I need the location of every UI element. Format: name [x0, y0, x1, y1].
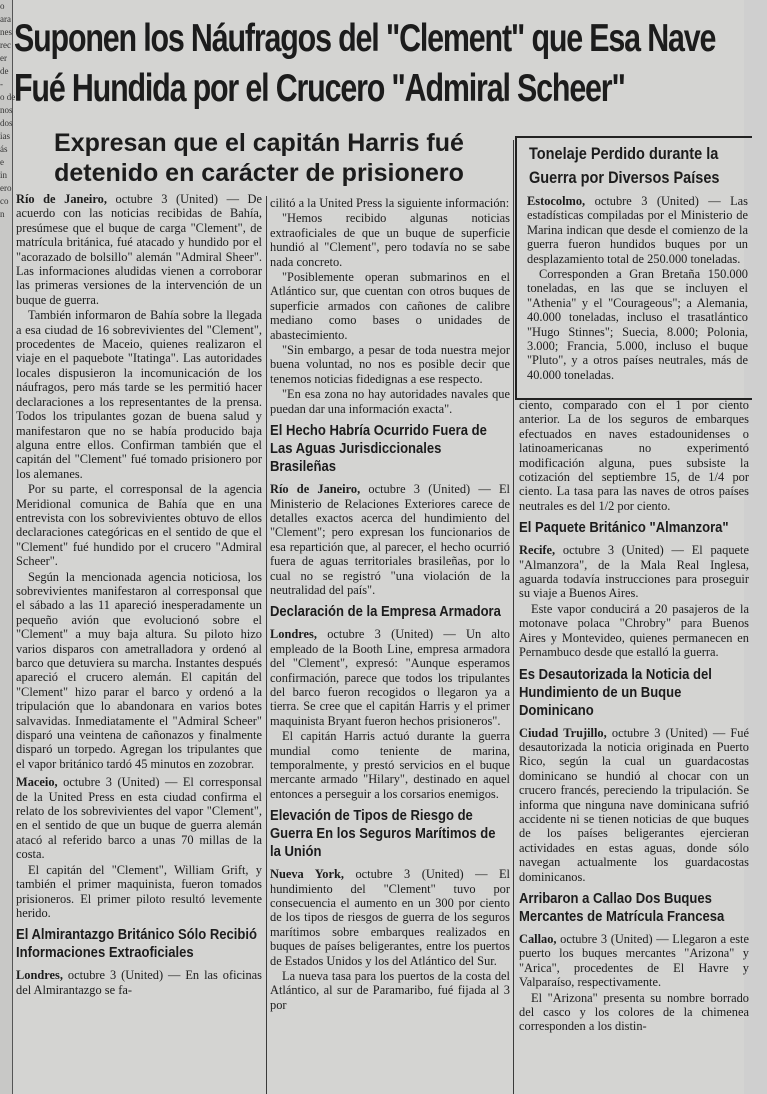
dateline-place: Nueva York,	[270, 867, 344, 882]
dateline-place: Estocolmo,	[527, 194, 586, 208]
section-heading: El Almirantazgo Británico Sólo Recibió Informaciones Extraoficiales	[16, 927, 257, 962]
dateline-place: Ciudad Trujillo,	[519, 725, 607, 740]
gutter-fragment: -	[0, 79, 3, 89]
dateline-place: Recife,	[519, 543, 556, 558]
article-paragraph: Londres, octubre 3 (United) — En las oficinas del Almirantazgo se fa-	[16, 968, 262, 997]
article-paragraph: El capitán Harris actuó durante la guerra mundial como teniente de marina, temporalmente, y prestó servicios en el buque mercante armado "Hilary", destinado en aquel entonces a perseguir a los corsarios enemigos.	[270, 729, 510, 801]
boxed-article	[515, 136, 752, 400]
article-paragraph: El "Arizona" presenta su nombre borrado del casco y los colores de la chimenea corresponden a los distin-	[519, 990, 749, 1034]
article-paragraph: Río de Janeiro, octubre 3 (United) — De acuerdo con las noticias recibidas de Bahía, presúmese que el buque de carga "Clement", de matrícula británica, fué atacado y hundido por el "acorazado de bolsillo" alemán "Admiral Sheer". Las informaciones aludidas vienen a corroborar las primeras versiones de la intervención de un buque de guerra.	[16, 192, 262, 307]
dateline-place: Londres,	[16, 968, 63, 983]
gutter-fragment: ás	[0, 144, 8, 154]
gutter-fragment: co	[0, 196, 9, 206]
gutter-fragment: in	[0, 170, 8, 180]
column-3	[519, 398, 749, 1094]
article-paragraph: Por su parte, el corresponsal de la agencia Meridional comunica de Bahía que en una entrevista con los sobrevivientes obtuvo de ellos declaraciones categóricas en el sentido de que el "Clement" fué hundido por el crucero "Admiral Scheer".	[16, 482, 262, 569]
article-paragraph: "Sin embargo, a pesar de toda nuestra mejor buena voluntad, no nos es posible decir que tenemos noticias fidedignas a ese respecto.	[270, 343, 510, 386]
boxed-article-body	[517, 194, 752, 382]
gutter-fragment: ero	[0, 183, 12, 193]
article-paragraph: Este vapor conducirá a 20 pasajeros de la motonave polaca "Chrobry" para Buenos Aires y Montevideo, quienes permanecen en Pernambuco desde que estalló la guerra.	[519, 601, 749, 660]
column-rule	[513, 140, 514, 1094]
column-2	[270, 196, 510, 1094]
gutter-fragment: o	[0, 1, 5, 11]
article-paragraph: Maceio, octubre 3 (United) — El corresponsal de la United Press en esta ciudad confirma el relato de los sobrevivientes del vapor "Clement", en el sentido de que un buque de guerra alemán atacó al referido barco a unas 70 millas de la costa.	[16, 775, 262, 862]
article-paragraph: Londres, octubre 3 (United) — Un alto empleado de la Booth Line, empresa armadora del "Clement", expresó: "Aunque esperamos confirmación, parece que todos los tripulantes del barco fueron recogidos o llegaron ya a tierra. Se cree que el capitán Harris y el primer maquinista Bryant fueron hechos prisioneros".	[270, 627, 510, 728]
left-margin-fragments	[0, 0, 16, 1094]
column-1	[16, 192, 262, 1094]
gutter-fragment: nes	[0, 27, 12, 37]
article-paragraph: Recife, octubre 3 (United) — El paquete "Almanzora", de la Mala Real Inglesa, aguarda todavía instrucciones para proseguir su viaje a Buenos Aires.	[519, 543, 749, 601]
article-paragraph: "Hemos recibido algunas noticias extraoficiales de que un buque de superficie hundió al "Clement", pero todavía no se sabe nada concreto.	[270, 211, 510, 269]
gutter-fragment: e	[0, 157, 4, 167]
section-heading: El Hecho Habría Ocurrido Fuera de Las Aguas Jurisdiccionales Brasileñas	[270, 423, 487, 476]
dateline-place: Callao,	[519, 931, 557, 946]
dateline-place: Londres,	[270, 627, 317, 642]
section-heading: Es Desautorizada la Noticia del Hundimiento de un Buque Dominicano	[519, 666, 712, 719]
gutter-fragment: ara	[0, 14, 11, 24]
subheadline: Expresan que el capitán Harris fué detenido en carácter de prisionero	[54, 129, 464, 187]
dateline-place: Maceio,	[16, 775, 58, 790]
article-paragraph: También informaron de Bahía sobre la llegada a esa ciudad de 16 sobrevivientes del "Clement", procedentes de Maceio, quienes realizaron el viaje en el paquebote "Itatinga". Las autoridades locales dispusieron la incomunicación de los náufragos, pero más tarde se les permitió hacer declaraciones a los representantes de la prensa. Todos los tripulantes gozan de buena salud y manifestaron que no se había producido baja alguna entre ellos. Confirman también que el capitán del "Clement" fué tomado prisionero por los alemanes.	[16, 308, 262, 481]
article-paragraph: Callao, octubre 3 (United) — Llegaron a este puerto los buques mercantes "Arizona" y "Arica", procedentes de El Havre y Valparaíso, respectivamente.	[519, 931, 749, 990]
boxed-article-title: Tonelaje Perdido durante la Guerra por Diversos Países	[529, 145, 720, 187]
section-heading: Declaración de la Empresa Armadora	[270, 604, 501, 621]
column-rule	[266, 196, 267, 1094]
article-paragraph: "Posiblemente operan submarinos en el Atlántico sur, que cuentan con otros buques de superficie armados con cañones de calibre mediano como bases o unidades de abastecimiento.	[270, 270, 510, 342]
gutter-fragment: er	[0, 53, 7, 63]
dateline-place: Río de Janeiro,	[270, 482, 361, 497]
gutter-fragment: rec	[0, 40, 11, 50]
article-paragraph: Nueva York, octubre 3 (United) — El hundimiento del "Clement" tuvo por consecuencia el aumento en un 300 por ciento de los tipos de riesgos de guerra de los seguros marítimos sobre embarques realizados en buques de países beligerantes, entre los puertos de Estados Unidos y los del Atlántico del Sur.	[270, 867, 510, 968]
section-heading: Elevación de Tipos de Riesgo de Guerra En los Seguros Marítimos de la Unión	[270, 808, 496, 861]
article-paragraph: Según la mencionada agencia noticiosa, los sobrevivientes manifestaron al corresponsal que el sábado a las 11 apareció inesperadamente un pequeño avión que evolucionó sobre el "Clement" a muy baja altura. Su piloto hizo varios disparos con ametralladora y ordenó al barco que detuviera su marcha. Instantes después apareció el crucero alemán. El capitán del "Clement" hizo parar el barco y ordenó a la tripulación que lo abandonara en varios botes salvavidas. Inmediatamente el "Admiral Scheer" disparó una veintena de cañonazos y finalmente disparó un torpedo. Agregan los tripulantes que el vapor británico tardó 45 minutos en zozobrar.	[16, 569, 262, 771]
article-paragraph: Corresponden a Gran Bretaña 150.000 toneladas, en las que se incluyen el "Athenia" y el "Courageous"; a Alemania, 40.000 toneladas, incluso el trasatlántico "Hugo Stinnes"; Suecia, 8.000; Polonia, 3.000; Francia, 5.000, incluso el buque "Pluto", y a otros países neutrales, más de 40.000 toneladas.	[527, 267, 748, 382]
gutter-fragment: dos	[0, 118, 13, 128]
article-paragraph: ciento, comparado con el 1 por ciento anterior. La de los seguros de embarques efectuados en naves estadounidenses o latinoamericanas no experimentó modificación alguna, pues subsiste la cotización del septiembre 15, de 1/4 por ciento. La tasa para las naves de otros países neutrales es del 1/2 por ciento.	[519, 398, 749, 513]
gutter-fragment: n	[0, 209, 5, 219]
gutter-fragment: o de	[0, 92, 16, 102]
article-paragraph: Río de Janeiro, octubre 3 (United) — El Ministerio de Relaciones Exteriores carece de detalles exactos acerca del hundimiento del "Clement"; pero expresan los funcionarios de esa repartición que, al parecer, el hecho ocurrió fuera de aguas territoriales brasileñas, por lo cual no se registró "una violación de la neutralidad del país".	[270, 482, 510, 597]
dateline-place: Río de Janeiro,	[16, 192, 107, 206]
main-headline	[14, 14, 716, 114]
gutter-fragment: de	[0, 66, 9, 76]
article-paragraph: cilitó a la United Press la siguiente información:	[270, 196, 510, 210]
article-paragraph: "En esa zona no hay autoridades navales que puedan dar una información exacta".	[270, 387, 510, 416]
section-heading: Arribaron a Callao Dos Buques Mercantes de Matrícula Francesa	[519, 890, 725, 925]
gutter-fragment: ias	[0, 131, 10, 141]
gutter-fragment: nos	[0, 105, 13, 115]
article-paragraph: El capitán del "Clement", William Grift, y también el primer maquinista, fueron tomados prisioneros. El primer piloto resultó levemente herido.	[16, 862, 262, 920]
article-paragraph: La nueva tasa para los puertos de la costa del Atlántico, al sur de Paramaribo, fué fijada al 3 por	[270, 969, 510, 1012]
headline-line-1: Suponen los Náufragos del "Clement" que Esa Nave	[14, 17, 716, 60]
article-paragraph: Ciudad Trujillo, octubre 3 (United) — Fué desautorizada la noticia originada en Puerto Rico, según la cual un guardacostas dominicano se hundió al chocar con un crucero francés, pereciendo la tripulación. Se informa que ninguna nave dominicana sufrió accidente ni se tienen noticias de que buques de los países beligerantes ejercieran actividades en estas aguas, donde sólo navegan actualmente los guardacostas dominicanos.	[519, 725, 749, 884]
section-heading: El Paquete Británico "Almanzora"	[519, 520, 729, 537]
article-paragraph: Estocolmo, octubre 3 (United) — Las estadísticas compiladas por el Ministerio de Marina indican que desde el comienzo de la guerra fueron hundidos buques por un desplazamiento total de 250.000 toneladas.	[527, 194, 748, 266]
headline-line-2: Fué Hundida por el Crucero "Admiral Scheer"	[14, 67, 625, 110]
